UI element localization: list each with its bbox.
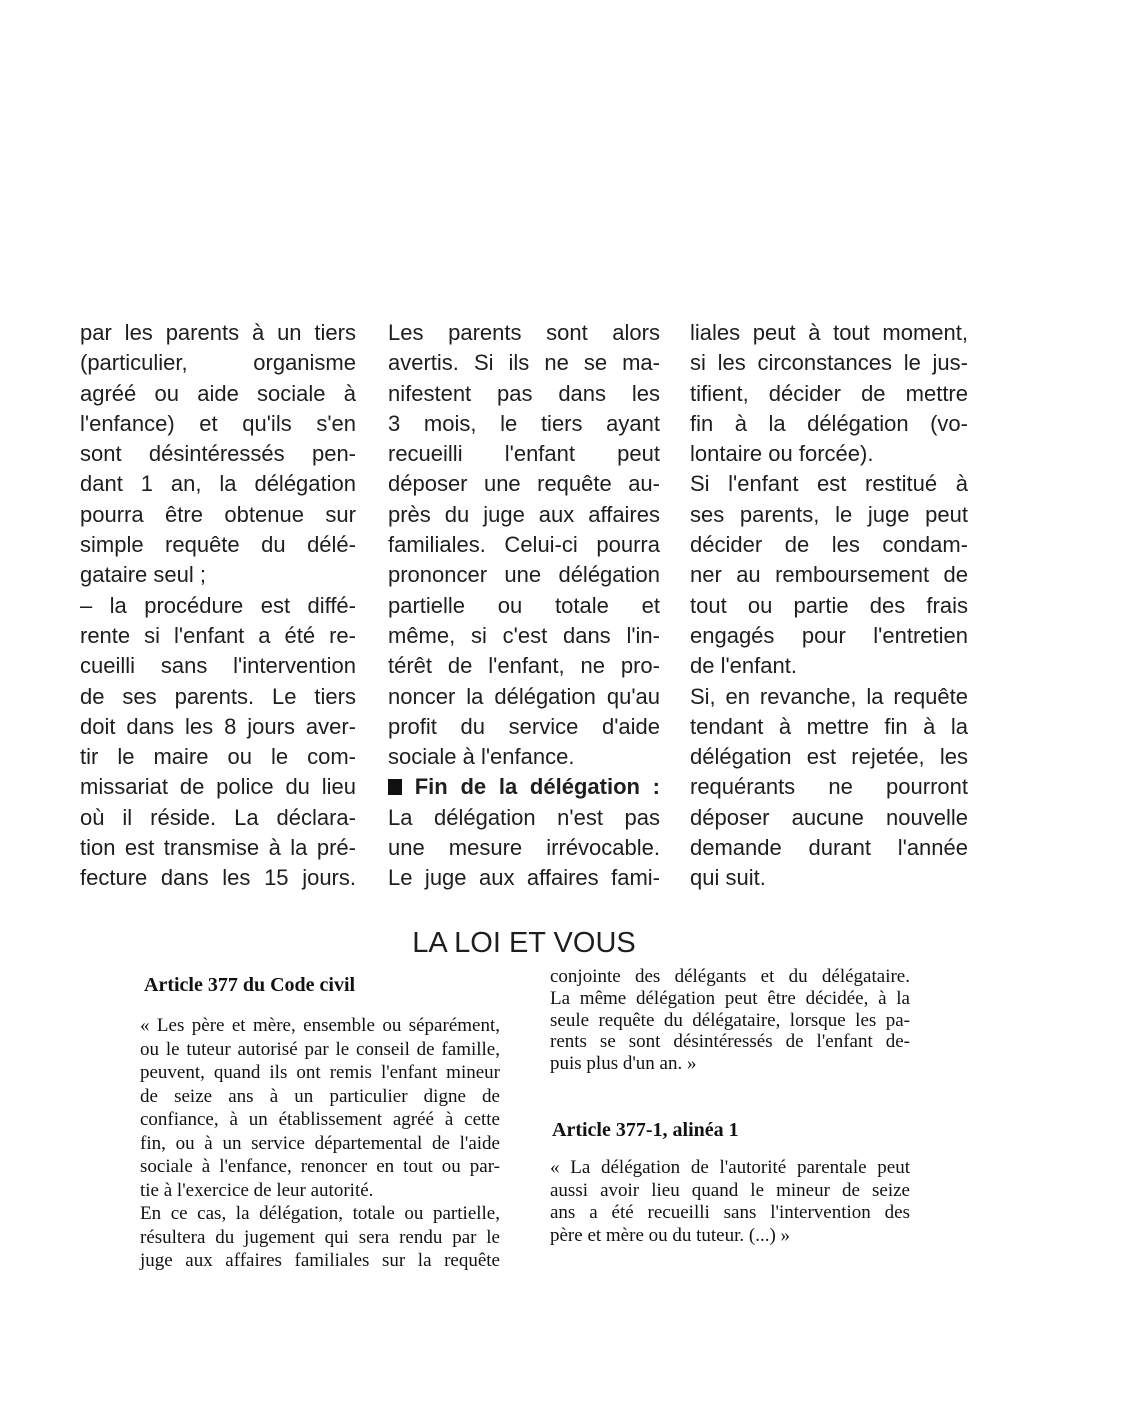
text-line: ses parents, le juge peut [690,501,968,527]
quote-line: de seize ans à un particulier digne de [140,1085,500,1107]
text-line: noncer la délégation qu'au [388,683,660,709]
quote-line: ou le tuteur autorisé par le conseil de famille, [140,1038,500,1060]
quote-line: tie à l'exercice de leur autorité. [140,1179,374,1201]
text-line: par les parents à un tiers [80,320,356,345]
text-line: familiales. Celui-ci pourra [388,532,660,558]
text-line: partielle ou totale et [388,592,660,618]
text-line: Si, en revanche, la requête [690,683,968,709]
text-line: même, si c'est dans l'in- [388,622,660,648]
quote-line: ans a été recueilli sans l'intervention des [550,1202,910,1224]
quote-line: confiance, à un établissement agréé à cette [140,1109,500,1130]
text-line: engagés pour l'entretien [690,622,968,648]
text-line: tifient, décider de mettre [690,380,968,406]
text-line: La délégation n'est pas [388,804,660,830]
quote-line: sociale à l'enfance, renoncer en tout ou par- [140,1156,500,1177]
article-column-3 [690,318,968,894]
article-377-quote-continued [550,966,910,1075]
article-column-2 [388,318,660,894]
text-line: tion est transmise à la pré- [80,835,356,861]
article-377-1-heading: Article 377-1, alinéa 1 [552,1119,739,1141]
text-line: fecture dans les 15 jours. [80,865,356,891]
text-line: demande durant l'année [690,835,968,861]
article-377-heading: Article 377 du Code civil [144,974,356,996]
quote-line: père et mère ou du tuteur. (...) » [550,1224,791,1246]
box-title: LA LOI ET VOUS [412,927,636,959]
quote-line: juge aux affaires familiales sur la requête [140,1250,500,1271]
text-line: cueilli sans l'intervention [80,653,356,679]
text-line: doit dans les 8 jours aver- [80,713,356,739]
text-line: Si l'enfant est restitué à [690,471,968,497]
text-line: agréé ou aide sociale à [80,380,356,406]
text-line: qui suit. [690,865,766,891]
section-subheading [388,772,660,802]
text-line: térêt de l'enfant, ne pro- [388,653,660,679]
text-line: pourra être obtenue sur [80,501,356,527]
text-line: prononcer une délégation [388,562,660,588]
text-line: rente si l'enfant a été re- [80,622,356,648]
quote-line: « La délégation de l'autorité parentale peut [550,1157,910,1178]
text-line: déposer aucune nouvelle [690,804,968,830]
text-line: si les circonstances le jus- [690,350,968,376]
quote-line: résultera du jugement qui sera rendu par le [140,1226,500,1248]
quote-line: puis plus d'un an. » [550,1053,697,1075]
text-line: nifestent pas dans les [388,380,660,406]
text-line: simple requête du délé- [80,532,356,558]
article-column-1 [80,318,356,894]
quote-line: aussi avoir lieu quand le mineur de seize [550,1179,910,1201]
text-line: Les parents sont alors [388,320,660,345]
quote-line: conjointe des délégants et du délégataire. [550,966,910,987]
text-line: 3 mois, le tiers ayant [388,410,660,436]
quote-line: « Les père et mère, ensemble ou séparément, [140,1015,500,1036]
text-line: une mesure irrévocable. [388,835,660,861]
text-line: de ses parents. Le tiers [80,683,356,709]
quote-line: peuvent, quand ils ont remis l'enfant mineur [140,1062,500,1083]
article-377-quote [140,1014,500,1273]
text-line: sociale à l'enfance. [388,744,575,770]
subheading-text: Fin de la délégation : [414,774,660,800]
text-line: tendant à mettre fin à la [690,713,968,739]
quote-line: seule requête du délégataire, lorsque les pa- [550,1009,910,1031]
text-line: – la procédure est diffé- [80,592,356,618]
text-line: recueilli l'enfant peut [388,441,660,467]
text-line: fin à la délégation (vo- [690,410,968,436]
quote-line: La même délégation peut être décidée, à la [550,987,910,1009]
text-line: missariat de police du lieu [80,774,356,800]
text-line: déposer une requête au- [388,471,660,497]
text-line: tout ou partie des frais [690,592,968,618]
text-line: décider de les condam- [690,532,968,558]
article-377-1-quote [550,1157,910,1247]
text-line: profit du service d'aide [388,713,660,739]
text-line: de l'enfant. [690,653,797,679]
text-line: avertis. Si ils ne se ma- [388,350,660,376]
quote-line: fin, ou à un service départemental de l'aide [140,1132,500,1154]
text-line: l'enfance) et qu'ils s'en [80,410,356,436]
text-line: tir le maire ou le com- [80,744,356,770]
text-line: liales peut à tout moment, [690,320,968,345]
quote-line: En ce cas, la délégation, totale ou partielle, [140,1203,500,1224]
text-line: où il réside. La déclara- [80,804,356,830]
text-line: sont désintéressés pen- [80,441,356,467]
text-line: lontaire ou forcée). [690,441,874,467]
text-line: dant 1 an, la délégation [80,471,356,497]
text-line: près du juge aux affaires [388,501,660,527]
text-line: requérants ne pourront [690,774,968,800]
text-line: ner au remboursement de [690,562,968,588]
text-line: délégation est rejetée, les [690,744,968,770]
text-line: Le juge aux affaires fami- [388,865,660,891]
quote-line: rents se sont désintéressés de l'enfant de- [550,1031,910,1053]
square-bullet-icon [388,779,402,795]
text-line: (particulier, organisme [80,350,356,376]
text-line: gataire seul ; [80,562,206,588]
